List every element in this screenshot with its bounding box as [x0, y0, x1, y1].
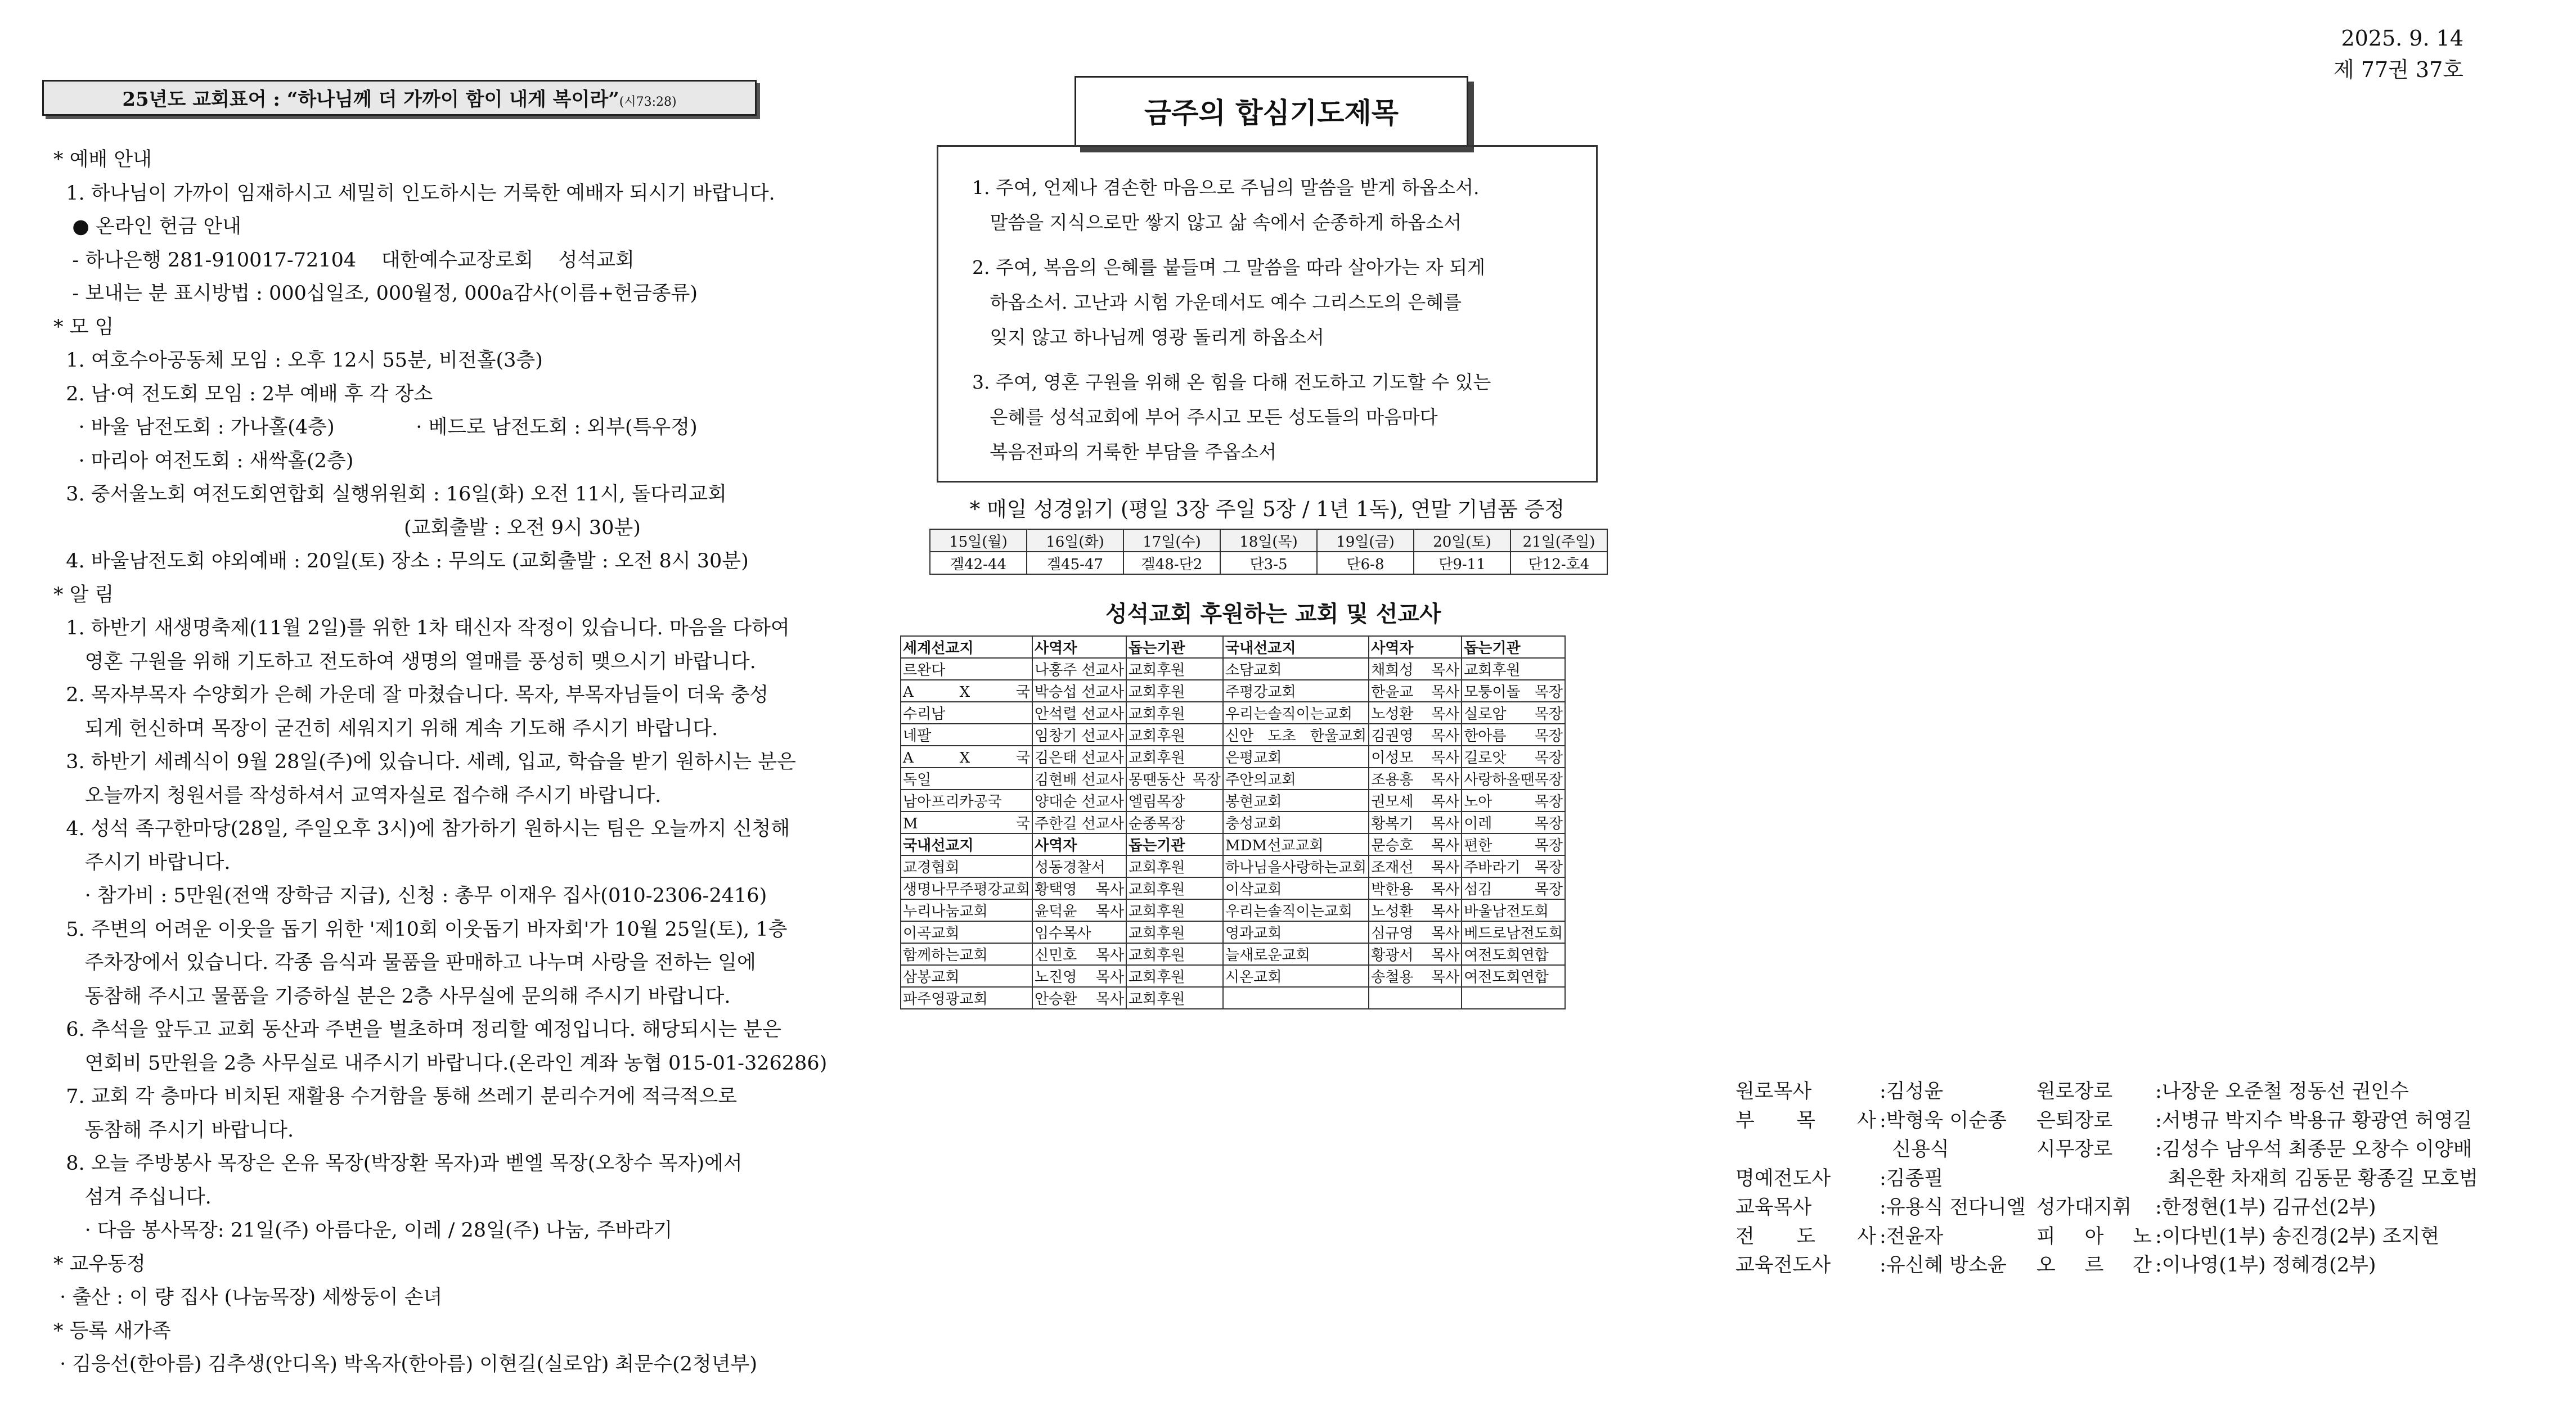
- reading-day: 18일(목): [1220, 529, 1317, 552]
- missions-cell: 교회후원: [1126, 658, 1223, 680]
- table-row: [901, 680, 1565, 702]
- announcement-line: * 예배 안내: [53, 148, 152, 171]
- missions-cell: 엘림목장: [1126, 790, 1223, 812]
- staff-names: 한정현(1부) 김규선(2부): [2161, 1196, 2376, 1219]
- missions-header-cell: 국내선교지: [1223, 636, 1369, 658]
- announcement-line: 1. 하반기 새생명축제(11월 2일)를 위한 1차 태신자 작정이 있습니다. 마음을 다하여: [53, 617, 790, 639]
- announcement-line: * 교우동정: [53, 1252, 146, 1275]
- missions-cell: [1369, 987, 1462, 1009]
- missions-cell: 한윤교 목사: [1369, 680, 1462, 702]
- staff-row: [1736, 1223, 2026, 1252]
- staff-role: 성가대지휘: [2036, 1196, 2132, 1219]
- staff-colon: :: [1880, 1254, 1886, 1277]
- bible-reading-note: * 매일 성경읽기 (평일 3장 주일 5장 / 1년 1독), 연말 기념품 증정: [969, 497, 1565, 521]
- prayer-line: 3. 주여, 영혼 구원을 위해 온 힘을 다해 전도하고 기도할 수 있는: [972, 371, 1491, 393]
- staff-role: 교육목사: [1736, 1196, 1812, 1219]
- missions-cell: 남아프리카공국: [901, 790, 1032, 812]
- missions-cell: 교회후원: [1126, 855, 1223, 877]
- motto-ref: (시73:28): [619, 95, 677, 109]
- staff-names: 김종필: [1886, 1167, 1944, 1190]
- staff-role: 원로목사: [1736, 1080, 1812, 1103]
- missions-cell: 실로암 목장: [1462, 702, 1565, 724]
- staff-names: 이나영(1부) 정혜경(2부): [2161, 1254, 2376, 1277]
- reading-day: 17일(수): [1123, 529, 1220, 552]
- announcement-line: * 알 림: [53, 583, 114, 606]
- missions-cell: 김은태 선교사: [1032, 746, 1126, 768]
- missions-cell: 양대순 선교사: [1032, 790, 1126, 812]
- missions-cell: 성동경찰서: [1032, 855, 1126, 877]
- staff-row: [1736, 1165, 2026, 1194]
- missions-cell: 김현배 선교사: [1032, 768, 1126, 790]
- staff-row: [1736, 1078, 2026, 1107]
- missions-cell: 섬김 목장: [1462, 877, 1565, 899]
- announcement-line: 3. 하반기 세례식이 9월 28일(주)에 있습니다. 세례, 입교, 학습을 받기 원하시는 분은: [53, 751, 796, 773]
- missions-cell: 소담교회: [1223, 658, 1369, 680]
- missions-cell: 한아름 목장: [1462, 724, 1565, 746]
- missions-cell: 우리는솔직이는교회: [1223, 702, 1369, 724]
- missions-cell: 은평교회: [1223, 746, 1369, 768]
- missions-cell: 주한길 선교사: [1032, 812, 1126, 833]
- table-row: [901, 658, 1565, 680]
- table-row: [901, 724, 1565, 746]
- announcement-line: 7. 교회 각 층마다 비치된 재활용 수거함을 통해 쓰레기 분리수거에 적극적으로: [53, 1085, 738, 1108]
- missions-cell: 교회후원: [1126, 680, 1223, 702]
- reading-verse: 겔42-44: [930, 552, 1027, 574]
- staff-names: 김성수 남우석 최종문 오창수 이양배: [2161, 1138, 2472, 1161]
- staff-colon: :: [2155, 1225, 2162, 1248]
- missions-cell: [1223, 987, 1369, 1009]
- missions-cell: 교회후원: [1126, 987, 1223, 1009]
- announcement-line: 주시기 바랍니다.: [53, 851, 231, 874]
- announcement-line: · 마리아 여전도회 : 새싹홀(2층): [53, 449, 354, 472]
- staff-list-left: [1736, 1078, 2026, 1281]
- missions-cell: 교경협회: [901, 855, 1032, 877]
- missions-cell: 김권영 목사: [1369, 724, 1462, 746]
- missions-cell: 교회후원: [1126, 965, 1223, 987]
- prayer-line: 하옵소서. 고난과 시험 가운데서도 예수 그리스도의 은혜를: [972, 291, 1462, 313]
- staff-colon: :: [2155, 1109, 2162, 1132]
- staff-names: 신용식: [1892, 1138, 1949, 1161]
- missions-cell: 심규영 목사: [1369, 921, 1462, 943]
- missions-header-row: [901, 636, 1565, 658]
- announcement-line: · 다음 봉사목장: 21일(주) 아름다운, 이레 / 28일(주) 나눔, 주바라기: [53, 1219, 673, 1242]
- announcement-line: 4. 바울남전도회 야외예배 : 20일(토) 장소 : 무의도 (교회출발 : 오전 8시 30분): [53, 550, 749, 572]
- missions-cell: 돕는기관: [1126, 833, 1223, 855]
- staff-list-right: [2036, 1078, 2478, 1281]
- staff-role: 오 르 간: [2036, 1254, 2152, 1277]
- missions-header-cell: 세계선교지: [901, 636, 1032, 658]
- staff-row: [1736, 1193, 2026, 1223]
- announcement-line: 오늘까지 청원서를 작성하셔서 교역자실로 접수해 주시기 바랍니다.: [53, 784, 662, 807]
- missions-cell: 바울남전도회: [1462, 899, 1565, 921]
- missions-cell: 박한용 목사: [1369, 877, 1462, 899]
- staff-colon: :: [2155, 1080, 2162, 1103]
- missions-cell: MDM선교교회: [1223, 833, 1369, 855]
- missions-cell: 독일: [901, 768, 1032, 790]
- missions-header-cell: 돕는기관: [1462, 636, 1565, 658]
- staff-row: [1736, 1251, 2026, 1281]
- staff-colon: :: [2155, 1254, 2162, 1277]
- announcement-line: 1. 여호수아공동체 모임 : 오후 12시 55분, 비전홀(3층): [53, 349, 543, 372]
- staff-colon: :: [2155, 1196, 2162, 1219]
- missions-cell: 박승섭 선교사: [1032, 680, 1126, 702]
- reading-verses-row: [930, 552, 1607, 574]
- staff-row: [2036, 1107, 2478, 1136]
- table-row: [901, 833, 1565, 855]
- missions-cell: 교회후원: [1462, 658, 1565, 680]
- reading-day: 19일(금): [1317, 529, 1414, 552]
- missions-cell: 영과교회: [1223, 921, 1369, 943]
- missions-cell: 이곡교회: [901, 921, 1032, 943]
- bulletin-date: [2334, 22, 2463, 85]
- motto-text: 25년도 교회표어 : “하나님께 더 가까이 함이 내게 복이라”: [122, 88, 619, 111]
- table-row: [901, 812, 1565, 833]
- missions-cell: 하나님을사랑하는교회: [1223, 855, 1369, 877]
- missions-cell: 노진영 목사: [1032, 965, 1126, 987]
- table-row: [901, 877, 1565, 899]
- table-row: [901, 746, 1565, 768]
- missions-cell: A X 국: [901, 746, 1032, 768]
- missions-table: [900, 635, 1566, 1009]
- announcement-line: 6. 추석을 앞두고 교회 동산과 주변을 벌초하며 정리할 예정입니다. 해당되시는 분은: [53, 1018, 781, 1041]
- missions-cell: 이레 목장: [1462, 812, 1565, 833]
- staff-row: [1736, 1135, 2026, 1165]
- announcement-line: * 등록 새가족: [53, 1319, 171, 1342]
- missions-cell: 우리는솔직이는교회: [1223, 899, 1369, 921]
- staff-colon: [1880, 1135, 1892, 1165]
- missions-cell: 이성모 목사: [1369, 746, 1462, 768]
- missions-cell: 윤덕윤 목사: [1032, 899, 1126, 921]
- announcement-line: * 모 임: [53, 315, 114, 339]
- missions-cell: 여전도회연합: [1462, 965, 1565, 987]
- staff-role: 명예전도사: [1736, 1167, 1831, 1190]
- missions-cell: 황광서 목사: [1369, 943, 1462, 965]
- announcement-line: 3. 중서울노회 여전도회연합회 실행위원회 : 16일(화) 오전 11시, 돌다리교회: [53, 483, 727, 506]
- missions-cell: 수리남: [901, 702, 1032, 724]
- prayer-line: 복음전파의 거룩한 부담을 주옵소서: [972, 441, 1277, 463]
- missions-cell: 주안의교회: [1223, 768, 1369, 790]
- missions-cell: 여전도회연합: [1462, 943, 1565, 965]
- reading-day: 15일(월): [930, 529, 1027, 552]
- staff-names: 이다빈(1부) 송진경(2부) 조지현: [2161, 1225, 2440, 1248]
- prayer-line: 은혜를 성석교회에 부어 주시고 모든 성도들의 마음마다: [972, 406, 1438, 428]
- staff-colon: :: [1880, 1225, 1886, 1248]
- missions-cell: 조재선 목사: [1369, 855, 1462, 877]
- staff-role: 피 아 노: [2036, 1225, 2152, 1248]
- staff-colon: :: [1880, 1109, 1886, 1132]
- reading-verse: 단12-호4: [1510, 552, 1607, 574]
- staff-role: 은퇴장로: [2036, 1109, 2113, 1132]
- announcement-line: 5. 주변의 어려운 이웃을 돕기 위한 '제10회 이웃돕기 바자회'가 10월 25일(토), 1층: [53, 918, 788, 941]
- staff-colon: :: [2155, 1138, 2162, 1161]
- table-row: [901, 965, 1565, 987]
- staff-names: 전윤자: [1886, 1225, 1944, 1248]
- staff-role: [1736, 1135, 1876, 1165]
- announcement-line: 4. 성석 족구한마당(28일, 주일오후 3시)에 참가하기 원하시는 팀은 오늘까지 신청해: [53, 818, 790, 840]
- prayer-item: [972, 250, 1574, 355]
- church-motto: [42, 80, 757, 116]
- staff-row: [2036, 1223, 2478, 1252]
- reading-verse: 단3-5: [1220, 552, 1317, 574]
- missions-cell: 교회후원: [1126, 921, 1223, 943]
- prayer-line: 1. 주여, 언제나 겸손한 마음으로 주님의 말씀을 받게 하옵소서.: [972, 177, 1480, 199]
- announcements-column: [53, 143, 828, 1382]
- missions-cell: 교회후원: [1126, 724, 1223, 746]
- reading-verse: 단9-11: [1414, 552, 1510, 574]
- missions-cell: 안석렬 선교사: [1032, 702, 1126, 724]
- announcement-line: 주차장에서 있습니다. 각종 음식과 물품을 판매하고 나누며 사랑을 전하는 일에: [53, 952, 756, 974]
- missions-header-cell: 사역자: [1369, 636, 1462, 658]
- announcement-line: · 바울 남전도회 : 가나홀(4층) · 베드로 남전도회 : 외부(특우정): [53, 416, 698, 439]
- missions-cell: 교회후원: [1126, 746, 1223, 768]
- staff-row: [2036, 1078, 2478, 1107]
- missions-cell: 길로앗 목장: [1462, 746, 1565, 768]
- missions-cell: 황복기 목사: [1369, 812, 1462, 833]
- bible-reading-table: [929, 529, 1608, 575]
- missions-cell: 르완다: [901, 658, 1032, 680]
- missions-cell: 송철용 목사: [1369, 965, 1462, 987]
- announcement-line: 섬겨 주십니다.: [53, 1185, 212, 1209]
- announcement-line: ● 온라인 헌금 안내: [53, 215, 241, 238]
- announcement-line: 2. 남·여 전도회 모임 : 2부 예배 후 각 장소: [53, 382, 433, 405]
- staff-names: 김성윤: [1886, 1080, 1944, 1103]
- missions-cell: 교회후원: [1126, 943, 1223, 965]
- prayer-item: [972, 170, 1574, 240]
- missions-cell: 함께하는교회: [901, 943, 1032, 965]
- missions-cell: 노성환 목사: [1369, 899, 1462, 921]
- announcement-line: · 참가비 : 5만원(전액 장학금 지급), 신청 : 총무 이재우 집사(010-2306-2416): [53, 885, 767, 907]
- staff-names: 나장운 오준철 정동선 권인수: [2161, 1080, 2409, 1103]
- table-row: [901, 987, 1565, 1009]
- staff-names: 유신혜 방소윤: [1886, 1254, 2007, 1277]
- reading-days-row: [930, 529, 1607, 552]
- announcement-line: 동참해 주시기 바랍니다.: [53, 1119, 294, 1142]
- missions-cell: 늘새로운교회: [1223, 943, 1369, 965]
- missions-cell: 네팔: [901, 724, 1032, 746]
- staff-colon: :: [1880, 1196, 1886, 1219]
- missions-cell: 교회후원: [1126, 877, 1223, 899]
- announcement-line: 2. 목자부목자 수양회가 은혜 가운데 잘 마쳤습니다. 목자, 부목자님들이 더욱 충성: [53, 684, 769, 706]
- staff-role: 부 목 사: [1736, 1109, 1876, 1132]
- announcement-line: (교회출발 : 오전 9시 30분): [53, 516, 641, 539]
- announcement-line: · 김응선(한아름) 김추생(안디옥) 박옥자(한아름) 이현길(실로암) 최문수(2청년부): [53, 1353, 757, 1376]
- missions-cell: 순종목장: [1126, 812, 1223, 833]
- table-row: [901, 702, 1565, 724]
- missions-cell: 나홍주 선교사: [1032, 658, 1126, 680]
- announcement-line: - 보내는 분 표시방법 : 000십일조, 000월정, 000a감사(이름+헌금종류): [53, 282, 698, 305]
- missions-cell: 사랑하올땐목장: [1462, 768, 1565, 790]
- missions-cell: A X 국: [901, 680, 1032, 702]
- missions-cell: 문승호 목사: [1369, 833, 1462, 855]
- missions-cell: 편한 목장: [1462, 833, 1565, 855]
- announcement-line: - 하나은행 281-910017-72104 대한예수교장로회 성석교회: [53, 249, 635, 272]
- table-row: [901, 943, 1565, 965]
- staff-role: 교육전도사: [1736, 1254, 1831, 1277]
- reading-verse: 단6-8: [1317, 552, 1414, 574]
- staff-colon: [2155, 1165, 2168, 1194]
- announcement-line: 연회비 5만원을 2층 사무실로 내주시기 바랍니다.(온라인 계좌 농협 015-01-326286): [53, 1052, 828, 1075]
- issue-volume: 제 77권 37호: [2334, 57, 2463, 82]
- missions-cell: 파주영광교회: [901, 987, 1032, 1009]
- missions-cell: 국내선교지: [901, 833, 1032, 855]
- missions-cell: 임창기 선교사: [1032, 724, 1126, 746]
- prayer-item: [972, 365, 1574, 470]
- missions-cell: 황택영 목사: [1032, 877, 1126, 899]
- staff-names: 최은환 차재희 김동문 황종길 모호범: [2168, 1167, 2478, 1190]
- missions-cell: 봉현교회: [1223, 790, 1369, 812]
- missions-cell: M 국: [901, 812, 1032, 833]
- staff-names: 박형욱 이순종: [1886, 1109, 2007, 1132]
- missions-cell: 채희성 목사: [1369, 658, 1462, 680]
- prayer-line: 말씀을 지식으로만 쌓지 않고 삶 속에서 순종하게 하옵소서: [972, 211, 1462, 233]
- missions-cell: 교회후원: [1126, 899, 1223, 921]
- missions-title: 성석교회 후원하는 교회 및 선교사: [1105, 601, 1441, 627]
- prayer-line: 잊지 않고 하나님께 영광 돌리게 하옵소서: [972, 326, 1324, 348]
- missions-cell: 노성환 목사: [1369, 702, 1462, 724]
- table-row: [901, 899, 1565, 921]
- missions-header-cell: 돕는기관: [1126, 636, 1223, 658]
- missions-cell: 안승환 목사: [1032, 987, 1126, 1009]
- reading-verse: 겔48-단2: [1123, 552, 1220, 574]
- missions-cell: [1462, 987, 1565, 1009]
- missions-cell: 노아 목장: [1462, 790, 1565, 812]
- missions-cell: 사역자: [1032, 833, 1126, 855]
- missions-cell: 신안 도초 한울교회: [1223, 724, 1369, 746]
- reading-day: 16일(화): [1027, 529, 1123, 552]
- missions-cell: 주평강교회: [1223, 680, 1369, 702]
- missions-cell: 임수목사: [1032, 921, 1126, 943]
- table-row: [901, 855, 1565, 877]
- missions-cell: 삼봉교회: [901, 965, 1032, 987]
- prayer-line: 2. 주여, 복음의 은혜를 붙들며 그 말씀을 따라 살아가는 자 되게: [972, 256, 1485, 278]
- missions-cell: 시온교회: [1223, 965, 1369, 987]
- missions-cell: 베드로남전도회: [1462, 921, 1565, 943]
- staff-row: [2036, 1165, 2478, 1194]
- issue-date: 2025. 9. 14: [2341, 26, 2463, 51]
- staff-row: [2036, 1251, 2478, 1281]
- announcement-line: 1. 하나님이 가까이 임재하시고 세밀히 인도하시는 거룩한 예배자 되시기 바랍니다.: [53, 182, 775, 205]
- announcement-line: 동참해 주시고 물품을 기증하실 분은 2층 사무실에 문의해 주시기 바랍니다.: [53, 985, 731, 1008]
- announcement-line: 8. 오늘 주방봉사 목장은 온유 목장(박장환 목자)과 벧엘 목장(오창수 목자)에서: [53, 1152, 743, 1175]
- reading-day: 20일(토): [1414, 529, 1510, 552]
- staff-colon: :: [1880, 1080, 1886, 1103]
- missions-cell: 누리나눔교회: [901, 899, 1032, 921]
- staff-role: [2036, 1165, 2152, 1194]
- missions-cell: 충성교회: [1223, 812, 1369, 833]
- staff-row: [2036, 1193, 2478, 1223]
- missions-cell: 권모세 목사: [1369, 790, 1462, 812]
- table-row: [901, 790, 1565, 812]
- missions-cell: 모퉁이돌 목장: [1462, 680, 1565, 702]
- staff-colon: :: [1880, 1167, 1886, 1190]
- announcement-line: 영혼 구원을 위해 기도하고 전도하여 생명의 열매를 풍성히 맺으시기 바랍니다.: [53, 650, 756, 673]
- missions-cell: 몽땐동산 목장: [1126, 768, 1223, 790]
- staff-role: 전 도 사: [1736, 1225, 1876, 1248]
- staff-row: [1736, 1107, 2026, 1136]
- staff-names: 유용식 전다니엘: [1886, 1196, 2026, 1219]
- reading-verse: 겔45-47: [1027, 552, 1123, 574]
- missions-header-cell: 사역자: [1032, 636, 1126, 658]
- missions-cell: 신민호 목사: [1032, 943, 1126, 965]
- announcement-line: 되게 헌신하며 목장이 굳건히 세워지기 위해 계속 기도해 주시기 바랍니다.: [53, 717, 718, 740]
- missions-cell: 주바라기 목장: [1462, 855, 1565, 877]
- missions-cell: 이삭교회: [1223, 877, 1369, 899]
- staff-role: 시무장로: [2036, 1138, 2113, 1161]
- staff-names: 서병규 박지수 박용규 황광연 허영길: [2161, 1109, 2472, 1132]
- prayer-box: [937, 145, 1598, 483]
- announcement-line: · 출산 : 이 량 집사 (나눔목장) 세쌍둥이 손녀: [53, 1286, 443, 1309]
- missions-cell: 교회후원: [1126, 702, 1223, 724]
- staff-row: [2036, 1135, 2478, 1165]
- table-row: [901, 921, 1565, 943]
- table-row: [901, 768, 1565, 790]
- missions-cell: 생명나무주평강교회: [901, 877, 1032, 899]
- reading-day: 21일(주일): [1510, 529, 1607, 552]
- staff-role: 원로장로: [2036, 1080, 2113, 1103]
- missions-cell: 조용흥 목사: [1369, 768, 1462, 790]
- prayer-title: 금주의 합심기도제목: [1075, 76, 1468, 147]
